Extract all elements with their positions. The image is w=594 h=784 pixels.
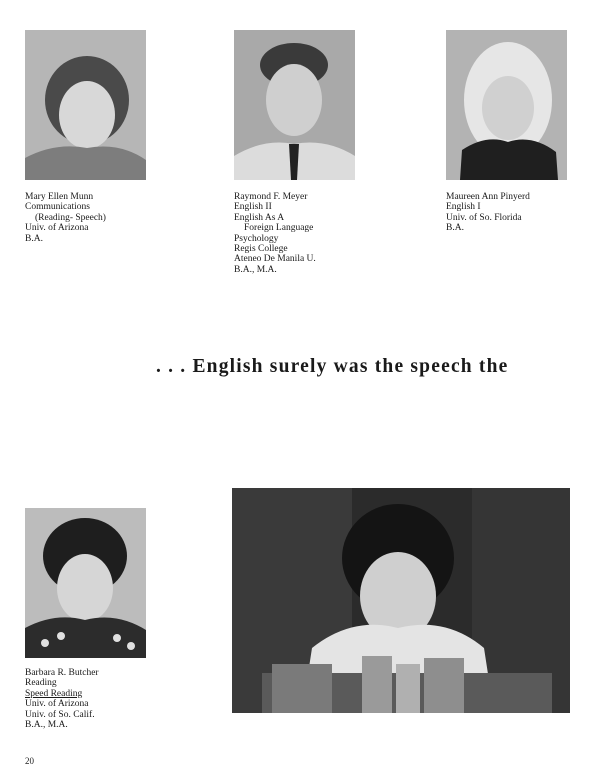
- caption-line: English II: [234, 202, 272, 213]
- caption-line: Univ. of Arizona: [25, 699, 89, 710]
- portrait-photo-butcher: [25, 508, 146, 658]
- caption-line: Maureen Ann Pinyerd: [446, 192, 530, 202]
- caption-line: Barbara R. Butcher: [25, 668, 99, 678]
- caption-line: Communications: [25, 202, 90, 213]
- caption-line: B.A., M.A.: [25, 720, 68, 731]
- caption-line: Reading: [25, 678, 57, 689]
- caption-line: Regis College: [234, 244, 288, 255]
- page-number: 20: [25, 756, 34, 766]
- caption-line: Psychology: [234, 233, 279, 244]
- caption-line: Raymond F. Meyer: [234, 192, 308, 202]
- caption-butcher: [25, 668, 99, 730]
- caption-line: English As A: [234, 212, 285, 223]
- caption-line: Foreign Language: [244, 223, 314, 234]
- portrait-photo-meyer: [234, 30, 355, 180]
- caption-line: B.A.: [25, 233, 43, 244]
- caption-line: B.A., M.A.: [234, 264, 277, 275]
- caption-meyer: [234, 192, 316, 275]
- caption-line: Speed Reading: [25, 688, 83, 699]
- caption-munn: [25, 192, 106, 244]
- tagline-text: . . . English surely was the speech the: [156, 356, 509, 377]
- caption-line: (Reading- Speech): [35, 212, 106, 223]
- caption-pinyerd: [446, 192, 530, 234]
- caption-line: Mary Ellen Munn: [25, 192, 94, 202]
- caption-line: Ateneo De Manila U.: [234, 254, 316, 265]
- caption-line: B.A.: [446, 223, 464, 234]
- portrait-photo-pinyerd: [446, 30, 567, 180]
- classroom-photo: [232, 488, 570, 713]
- caption-line: Univ. of So. Florida: [446, 212, 522, 223]
- caption-line: Univ. of Arizona: [25, 223, 89, 234]
- portrait-photo-munn: [25, 30, 146, 180]
- caption-line: Univ. of So. Calif.: [25, 709, 95, 720]
- caption-line: English I: [446, 202, 481, 213]
